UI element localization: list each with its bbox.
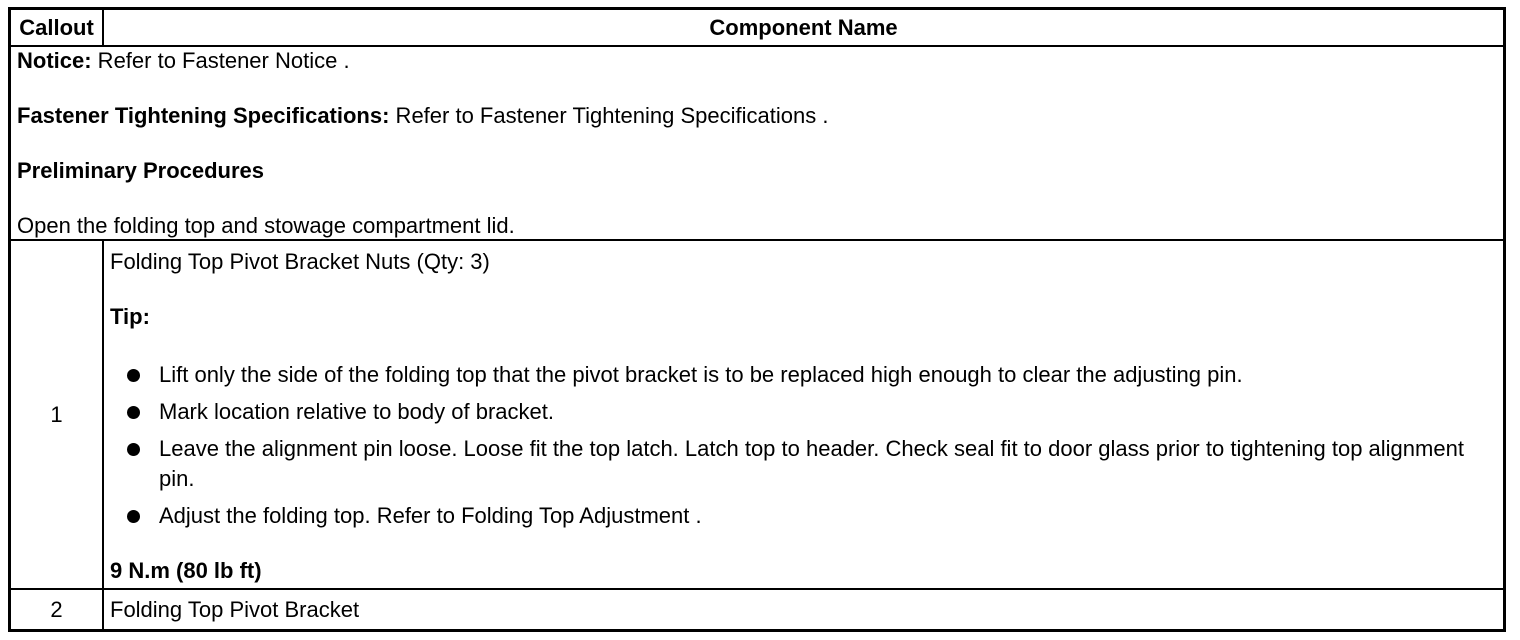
fastener-spec-text: Refer to Fastener Tightening Specifications . xyxy=(389,103,829,128)
component-name-column-header: Component Name xyxy=(103,9,1505,47)
bullet-icon xyxy=(127,369,140,382)
header-row xyxy=(10,9,1505,47)
tip-list xyxy=(110,360,1497,531)
notice-text: Refer to Fastener Notice . xyxy=(91,48,350,73)
list-item xyxy=(110,501,1497,531)
component-name: Folding Top Pivot Bracket xyxy=(103,589,1505,631)
tip-label: Tip: xyxy=(110,304,150,329)
component-description xyxy=(103,240,1505,589)
fastener-spec-label: Fastener Tightening Specifications: xyxy=(17,103,390,128)
bullet-icon xyxy=(127,443,140,456)
notes-row xyxy=(10,46,1505,240)
bullet-icon xyxy=(127,406,140,419)
notes-cell xyxy=(10,46,1505,240)
table-row xyxy=(10,240,1505,589)
list-item-text: Mark location relative to body of bracket. xyxy=(159,399,554,424)
notice-label: Notice: xyxy=(17,48,92,73)
callout-number: 1 xyxy=(10,240,104,589)
component-table xyxy=(8,7,1506,632)
list-item xyxy=(110,360,1497,390)
fastener-spec-line xyxy=(17,102,1497,129)
notice-line xyxy=(17,47,1497,74)
list-item-text: Leave the alignment pin loose. Loose fit the top latch. Latch top to header. Check seal fit to door glass prior to tightening top alignment pin. xyxy=(159,436,1464,491)
preliminary-procedures-text: Open the folding top and stowage compartment lid. xyxy=(17,213,515,238)
table-row xyxy=(10,589,1505,631)
component-name: Folding Top Pivot Bracket Nuts (Qty: 3) xyxy=(110,249,490,274)
callout-column-header: Callout xyxy=(10,9,104,47)
list-item xyxy=(110,434,1497,494)
bullet-icon xyxy=(127,510,140,523)
list-item-text: Adjust the folding top. Refer to Folding Top Adjustment . xyxy=(159,503,702,528)
list-item xyxy=(110,397,1497,427)
preliminary-procedures-heading: Preliminary Procedures xyxy=(17,158,265,183)
torque-spec: 9 N.m (80 lb ft) xyxy=(110,558,262,583)
callout-number: 2 xyxy=(10,589,104,631)
list-item-text: Lift only the side of the folding top that the pivot bracket is to be replaced high enough to clear the adjusting pin. xyxy=(159,362,1243,387)
